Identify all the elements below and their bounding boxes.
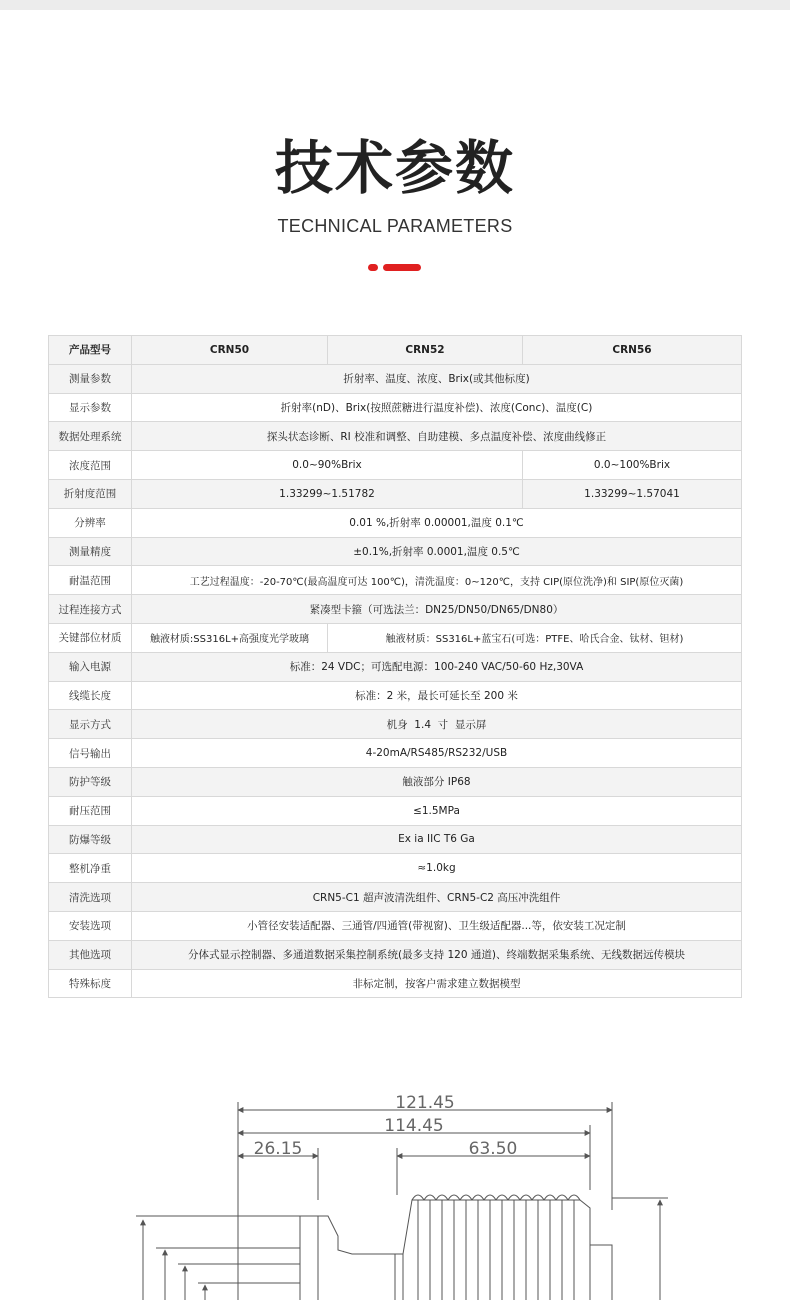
row-label: 过程连接方式 [49, 595, 132, 624]
row-value-a: 0.0~90%Brix [132, 451, 523, 480]
row-value: 小管径安装适配器、三通管/四通管(带视窗)、卫生级适配器...等，依安装工况定制 [132, 911, 742, 940]
row-value: ≈1.0kg [132, 854, 742, 883]
row-label: 分辨率 [49, 508, 132, 537]
row-value: 标准：24 VDC；可选配电源：100-240 VAC/50-60 Hz,30VA [132, 652, 742, 681]
row-value: 机身 1.4 寸 显示屏 [132, 710, 742, 739]
row-label: 数据处理系统 [49, 422, 132, 451]
table-header-row [49, 336, 742, 365]
row-value: 非标定制，按客户需求建立数据模型 [132, 969, 742, 998]
table-row [49, 940, 742, 969]
row-value: 4-20mA/RS485/RS232/USB [132, 739, 742, 768]
row-label: 防爆等级 [49, 825, 132, 854]
table-row [49, 451, 742, 480]
accent-dot [368, 264, 378, 271]
row-value-b: 1.33299~1.57041 [523, 479, 742, 508]
row-label: 其他选项 [49, 940, 132, 969]
accent-bar [383, 264, 421, 271]
row-value: 探头状态诊断、RI 校准和调整、自助建模、多点温度补偿、浓度曲线修正 [132, 422, 742, 451]
row-label: 显示参数 [49, 393, 132, 422]
parameters-table [48, 335, 742, 998]
row-label: 信号输出 [49, 739, 132, 768]
row-value: 标准：2 米，最长可延长至 200 米 [132, 681, 742, 710]
header-model-cell: CRN52 [328, 336, 523, 365]
row-label: 整机净重 [49, 854, 132, 883]
row-value: 折射率(nD)、Brix(按照蔗糖进行温度补偿)、浓度(Conc)、温度(C) [132, 393, 742, 422]
table-row [49, 479, 742, 508]
dimension-label: 26.15 [253, 1139, 303, 1159]
table-row [49, 566, 742, 595]
table-row [49, 883, 742, 912]
row-label: 关键部位材质 [49, 623, 132, 652]
row-value: 触液部分 IP68 [132, 767, 742, 796]
table-row [49, 739, 742, 768]
header-model-cell: CRN56 [523, 336, 742, 365]
row-value: 0.01 %,折射率 0.00001,温度 0.1℃ [132, 508, 742, 537]
dimension-drawing [0, 1040, 790, 1300]
row-value: 工艺过程温度：-20-70℃(最高温度可达 100℃)，清洗温度：0~120℃，支持 CIP(原位洗净)和 SIP(原位灭菌) [132, 566, 742, 595]
row-label: 输入电源 [49, 652, 132, 681]
row-value-b: 触液材质：SS316L+蓝宝石(可选：PTFE、哈氏合金、钛材、钽材) [328, 623, 742, 652]
row-value: 分体式显示控制器、多通道数据采集控制系统(最多支持 120 通道)、终端数据采集系统、无线数据远传模块 [132, 940, 742, 969]
table-row [49, 854, 742, 883]
page-subtitle: TECHNICAL PARAMETERS [277, 216, 513, 236]
row-label: 特殊标度 [49, 969, 132, 998]
top-strip [0, 0, 790, 10]
table-row [49, 681, 742, 710]
row-label: 显示方式 [49, 710, 132, 739]
row-value: ≤1.5MPa [132, 796, 742, 825]
row-label: 测量参数 [49, 364, 132, 393]
table-row [49, 911, 742, 940]
row-label: 浓度范围 [49, 451, 132, 480]
table-row [49, 623, 742, 652]
header-label-cell: 产品型号 [49, 336, 132, 365]
row-value: 紧凑型卡箍（可选法兰：DN25/DN50/DN65/DN80） [132, 595, 742, 624]
table-row [49, 710, 742, 739]
table-row [49, 652, 742, 681]
table-row [49, 825, 742, 854]
row-value-a: 触液材质:SS316L+高强度光学玻璃 [132, 623, 328, 652]
row-value: ±0.1%,折射率 0.0001,温度 0.5℃ [132, 537, 742, 566]
row-label: 防护等级 [49, 767, 132, 796]
table-row [49, 422, 742, 451]
table-row [49, 364, 742, 393]
row-label: 线缆长度 [49, 681, 132, 710]
row-label: 清洗选项 [49, 883, 132, 912]
row-label: 安装选项 [49, 911, 132, 940]
row-label: 折射度范围 [49, 479, 132, 508]
row-value: Ex ia IIC T6 Ga [132, 825, 742, 854]
table-row [49, 767, 742, 796]
row-value-b: 0.0~100%Brix [523, 451, 742, 480]
table-row [49, 508, 742, 537]
row-value: CRN5-C1 超声波清洗组件、CRN5-C2 高压冲洗组件 [132, 883, 742, 912]
header-model-cell: CRN50 [132, 336, 328, 365]
table-row [49, 969, 742, 998]
row-label: 耐压范围 [49, 796, 132, 825]
dimension-label: 121.45 [395, 1093, 455, 1113]
dimension-label: 63.50 [468, 1139, 518, 1159]
row-label: 测量精度 [49, 537, 132, 566]
table-row [49, 537, 742, 566]
row-value: 折射率、温度、浓度、Brix(或其他标度) [132, 364, 742, 393]
row-value-a: 1.33299~1.51782 [132, 479, 523, 508]
row-label: 耐温范围 [49, 566, 132, 595]
table-row [49, 393, 742, 422]
dimension-label: 114.45 [384, 1116, 444, 1136]
table-row [49, 796, 742, 825]
table-row [49, 595, 742, 624]
page-title: 技术参数 [274, 134, 515, 202]
